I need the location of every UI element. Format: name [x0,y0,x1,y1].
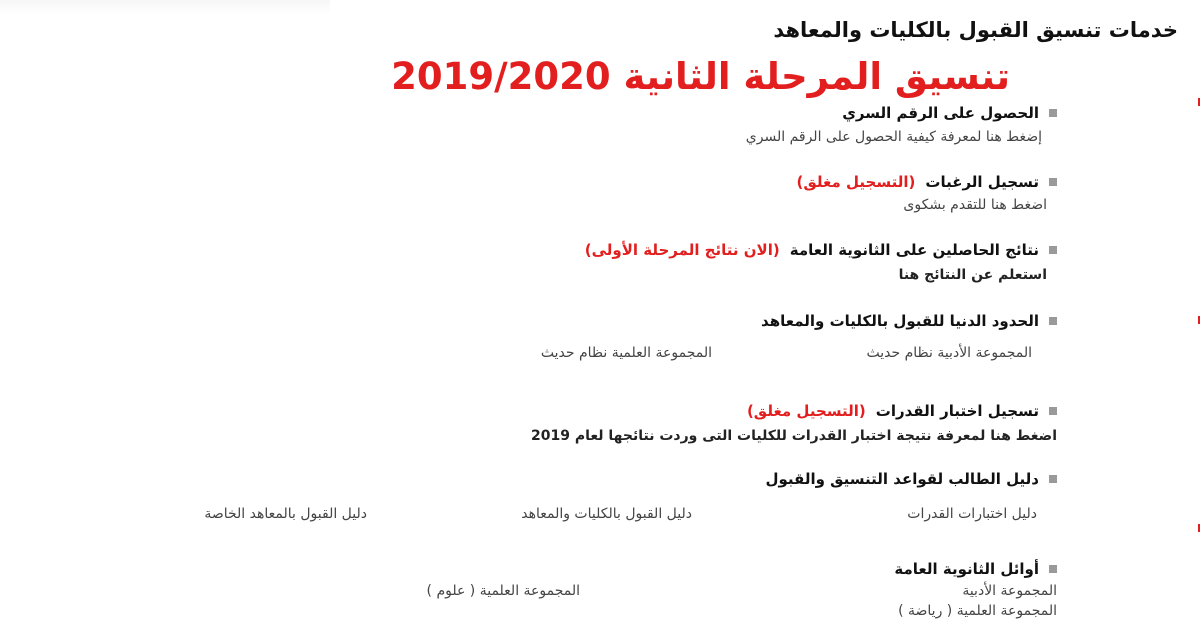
section-title: تسجيل اختبار القدرات [875,402,1039,420]
status-label: (التسجيل مغلق) [796,173,916,191]
section-title: تسجيل الرغبات [925,173,1039,191]
section-title: نتائج الحاصلين على الثانوية العامة [789,241,1039,259]
section-heading-guide [765,470,1057,488]
complaint-link[interactable]: اضغط هنا للتقدم بشكوى [903,197,1047,213]
guide-private-institutes-link[interactable]: دليل القبول بالمعاهد الخاصة [204,506,367,522]
section-title: دليل الطالب لقواعد التنسيق والقبول [765,470,1039,488]
top-math-link[interactable]: المجموعة العلمية ( رياضة ) [898,603,1057,619]
section-heading-aptitude [747,402,1057,420]
guide-colleges-link[interactable]: دليل القبول بالكليات والمعاهد [521,506,692,522]
top-science-link[interactable]: المجموعة العلمية ( علوم ) [426,583,580,599]
bullet-icon [1049,407,1057,415]
bullet-icon [1049,565,1057,573]
min-scores-scientific-link[interactable]: المجموعة العلمية نظام حديث [540,345,712,361]
guide-tests-link[interactable]: دليل اختبارات القدرات [907,506,1037,522]
aptitude-results-link[interactable]: اضغط هنا لمعرفة نتيجة اختبار القدرات للكليات التى وردت نتائجها لعام 2019 [530,428,1057,444]
bullet-icon [1049,246,1057,254]
status-label: (الان نتائج المرحلة الأولى) [584,241,780,259]
section-title: الحدود الدنيا للقبول بالكليات والمعاهد [761,312,1039,330]
page-main-title: تنسيق المرحلة الثانية 2019/2020 [391,55,1010,98]
section-title: الحصول على الرقم السري [842,104,1039,122]
section-heading-results [585,241,1057,259]
section-title: أوائل الثانوية العامة [894,560,1039,578]
section-heading-min-scores [761,312,1057,330]
bullet-icon [1049,475,1057,483]
bullet-icon [1049,178,1057,186]
bullet-icon [1049,109,1057,117]
bullet-icon [1049,317,1057,325]
secret-number-link[interactable]: إضغط هنا لمعرفة كيفية الحصول على الرقم السري [745,129,1042,145]
top-literary-link[interactable]: المجموعة الأدبية [962,583,1057,599]
section-heading-preferences [797,173,1057,191]
page-header-title: خدمات تنسيق القبول بالكليات والمعاهد [773,18,1178,42]
min-scores-literary-link[interactable]: المجموعة الأدبية نظام حديث [866,345,1032,361]
results-link[interactable]: استعلم عن النتائج هنا [898,267,1047,283]
top-decoration [0,0,330,14]
section-heading-top-students [894,560,1057,578]
status-label: (التسجيل مغلق) [746,402,866,420]
section-heading-secret-number [842,104,1057,122]
